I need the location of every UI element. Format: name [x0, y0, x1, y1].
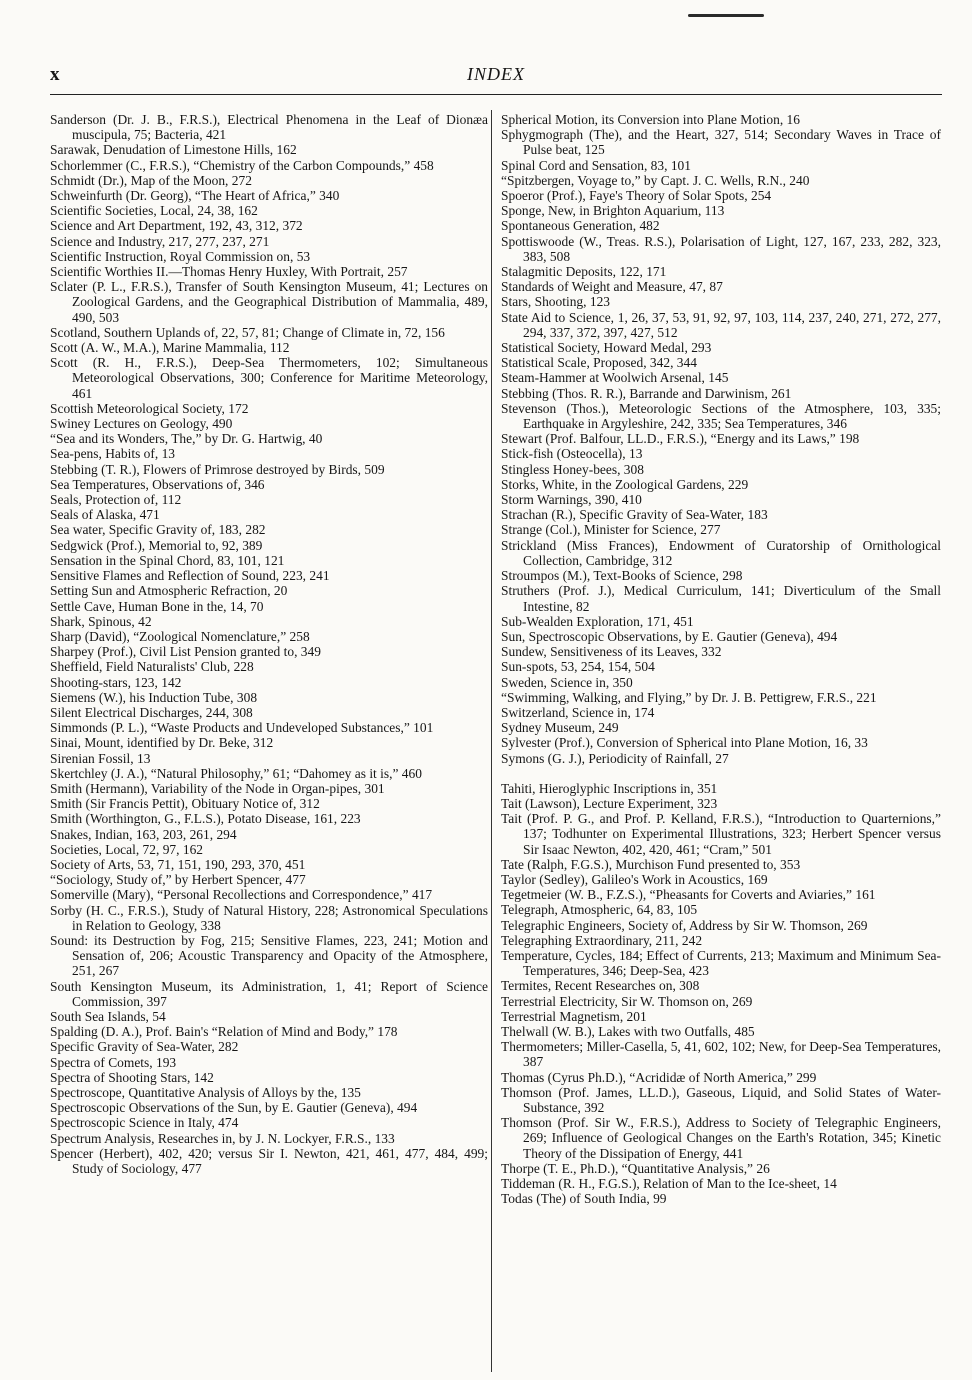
index-entry: Spottiswoode (W., Treas. R.S.), Polarisation of Light, 127, 167, 233, 282, 323, 383, 508 [501, 233, 941, 264]
index-entry: Sinai, Mount, identified by Dr. Beke, 312 [50, 735, 274, 751]
index-entry: Stalagmitic Deposits, 122, 171 [501, 264, 667, 280]
index-entry: South Sea Islands, 54 [50, 1008, 166, 1024]
index-entry: Sun-spots, 53, 254, 154, 504 [501, 659, 655, 675]
index-entry: Todas (The) of South India, 99 [501, 1191, 667, 1207]
index-entry: Termites, Recent Researches on, 308 [501, 978, 700, 994]
index-entry: Steam-Hammer at Woolwich Arsenal, 145 [501, 370, 729, 386]
index-group-t [501, 781, 941, 1207]
index-entry: Strickland (Miss Frances), Endowment of Curatorship of Ornithological Collection, Cambridge, 312 [501, 537, 941, 568]
index-group-s [501, 112, 941, 766]
index-entry: Stingless Honey-bees, 308 [501, 461, 644, 477]
page-top-mark [688, 14, 764, 17]
index-entry: “Spitzbergen, Voyage to,” by Capt. J. C. Wells, R.N., 240 [501, 172, 810, 188]
index-entry: Sensitive Flames and Reflection of Sound, 223, 241 [50, 568, 330, 584]
index-entry: Sundew, Sensitiveness of its Leaves, 332 [501, 644, 722, 660]
index-entry: Tait (Lawson), Lecture Experiment, 323 [501, 795, 718, 811]
index-entry: Smith (Worthington, G., F.L.S.), Potato Disease, 161, 223 [50, 811, 361, 827]
index-entry: Sun, Spectroscopic Observations, by E. Gautier (Geneva), 494 [501, 628, 838, 644]
index-entry: Stebbing (T. R.), Flowers of Primrose destroyed by Birds, 509 [50, 461, 385, 477]
index-entry: Thelwall (W. B.), Lakes with two Outfalls, 485 [501, 1023, 755, 1039]
index-entry: Tate (Ralph, F.G.S.), Murchison Fund presented to, 353 [501, 856, 801, 872]
index-entry: Temperature, Cycles, 184; Effect of Currents, 213; Maximum and Minimum Sea-Temperatures, 346; Deep-Sea, 423 [501, 947, 941, 979]
index-entry: Thomson (Prof. James, LL.D.), Gaseous, Liquid, and Solid States of Water-Substance, 392 [501, 1084, 941, 1115]
index-entry: Silent Electrical Discharges, 244, 308 [50, 704, 253, 720]
index-entry: Stebbing (Thos. R. R.), Barrande and Darwinism, 261 [501, 385, 792, 401]
index-entry: Struthers (Prof. J.), Medical Curriculum, 141; Diverticulum of the Small Intestine, 82 [501, 583, 941, 614]
running-title: INDEX [467, 64, 525, 84]
index-entry: Taylor (Sedley), Galileo's Work in Acoustics, 169 [501, 871, 768, 887]
index-entry: Telegraphic Engineers, Society of, Address by Sir W. Thomson, 269 [501, 917, 868, 933]
index-entry: Spencer (Herbert), 402, 420; versus Sir I. Newton, 421, 461, 477, 484, 499; Study of Sociology, 477 [50, 1145, 488, 1177]
index-entry: Symons (G. J.), Periodicity of Rainfall, 27 [501, 750, 729, 766]
index-entry: Spectroscope, Quantitative Analysis of Alloys by the, 135 [50, 1085, 361, 1100]
index-entry: Smith (Hermann), Variability of the Node in Organ-pipes, 301 [50, 780, 385, 796]
index-entry: Spectroscopic Science in Italy, 474 [50, 1115, 239, 1131]
index-entry: Sub-Wealden Exploration, 171, 451 [501, 613, 694, 629]
index-entry: “Swimming, Walking, and Flying,” by Dr. J. B. Pettigrew, F.R.S., 221 [501, 689, 877, 705]
index-entry: Terrestrial Electricity, Sir W. Thomson on, 269 [501, 993, 753, 1009]
index-entry: Strange (Col.), Minister for Science, 277 [501, 522, 721, 538]
index-entry: Sharpey (Prof.), Civil List Pension granted to, 349 [50, 644, 321, 660]
column-divider [491, 110, 492, 1372]
index-entry: Switzerland, Science in, 174 [501, 704, 655, 720]
index-entry: Spinal Cord and Sensation, 83, 101 [501, 157, 691, 173]
index-entry: Science and Industry, 217, 277, 237, 271 [50, 233, 270, 249]
index-entry: Tait (Prof. P. G., and Prof. P. Kelland, F.R.S.), “Introduction to Quarternions,” 137; Todhunter on Experimental Illustrations, 323; Herbert Spencer versus Sir Isaac Newton, 402, 420, 461; “Cram,” 501 [501, 811, 941, 857]
index-entry: Strachan (R.), Specific Gravity of Sea-Water, 183 [501, 507, 768, 523]
header-rule [50, 94, 942, 95]
index-entry: Telegraphing Extraordinary, 211, 242 [501, 932, 703, 948]
index-entry: Scientific Worthies II.—Thomas Henry Huxley, With Portrait, 257 [50, 264, 408, 280]
index-entry: Terrestrial Magnetism, 201 [501, 1008, 647, 1024]
index-entry: Tahiti, Hieroglyphic Inscriptions in, 351 [501, 780, 718, 796]
index-entry: Shark, Spinous, 42 [50, 613, 152, 629]
page-header [50, 64, 942, 88]
index-entry: Sorby (H. C., F.R.S.), Study of Natural History, 228; Astronomical Speculations in Relation to Geology, 338 [50, 902, 488, 933]
letter-gap [501, 766, 941, 781]
index-entry: Spherical Motion, its Conversion into Plane Motion, 16 [501, 112, 800, 127]
index-entry: “Sea and its Wonders, The,” by Dr. G. Hartwig, 40 [50, 431, 323, 447]
index-entry: Statistical Scale, Proposed, 342, 344 [501, 355, 697, 371]
index-entry: Scott (A. W., M.A.), Marine Mammalia, 112 [50, 340, 290, 356]
index-entry: Seals of Alaska, 471 [50, 507, 160, 523]
index-entry: Schmidt (Dr.), Map of the Moon, 272 [50, 172, 252, 188]
index-entry: Spontaneous Generation, 482 [501, 218, 660, 234]
index-entry: Sedgwick (Prof.), Memorial to, 92, 389 [50, 537, 263, 553]
index-entry: Sheffield, Field Naturalists' Club, 228 [50, 659, 254, 675]
index-entry: Storm Warnings, 390, 410 [501, 492, 642, 508]
index-entry: Skertchley (J. A.), “Natural Philosophy,” 61; “Dahomey as it is,” 460 [50, 765, 422, 781]
index-entry: Spectra of Shooting Stars, 142 [50, 1069, 214, 1085]
index-entry: Spectra of Comets, 193 [50, 1054, 177, 1070]
index-entry: Shooting-stars, 123, 142 [50, 674, 182, 690]
index-entry: Snakes, Indian, 163, 203, 261, 294 [50, 826, 237, 842]
index-column-right [501, 112, 941, 1206]
index-entry: Thomson (Prof. Sir W., F.R.S.), Address to Society of Telegraphic Engineers, 269; Influence of Geological Changes on the Earth's Rotation, 345; Kinetic Theory of the Dissipation of Energy, 441 [501, 1115, 941, 1161]
index-entry: Settle Cave, Human Bone in the, 14, 70 [50, 598, 264, 614]
index-entry: Spectrum Analysis, Researches in, by J. N. Lockyer, F.R.S., 133 [50, 1130, 395, 1146]
index-entry: Stevenson (Thos.), Meteorologic Sections of the Atmosphere, 103, 335; Earthquake in Argyleshire, 242, 335; Sea Temperatures, 346 [501, 400, 941, 432]
index-entry: Setting Sun and Atmospheric Refraction, 20 [50, 583, 288, 599]
index-entry: Sweden, Science in, 350 [501, 674, 633, 690]
index-entry: Specific Gravity of Sea-Water, 282 [50, 1039, 239, 1055]
index-entry: Societies, Local, 72, 97, 162 [50, 841, 204, 857]
index-entry: Sirenian Fossil, 13 [50, 750, 151, 766]
index-entry: Sound: its Destruction by Fog, 215; Sensitive Flames, 223, 241; Motion and Sensation of, 206; Acoustic Transparency and Opacity of the Atmosphere, 251, 267 [50, 932, 488, 979]
index-entry: Telegraph, Atmospheric, 64, 83, 105 [501, 902, 698, 918]
index-entry: Seals, Protection of, 112 [50, 492, 182, 508]
index-entry: Stroumpos (M.), Text-Books of Science, 298 [501, 568, 743, 584]
index-entry: Sensation in the Spinal Chord, 83, 101, 121 [50, 552, 285, 568]
page-number: x [50, 64, 60, 85]
index-entry: Thomas (Cyrus Ph.D.), “Acrididæ of North America,” 299 [501, 1069, 817, 1085]
index-entry: Sphygmograph (The), and the Heart, 327, 514; Secondary Waves in Trace of Pulse beat, 125 [501, 127, 941, 158]
index-entry: Stars, Shooting, 123 [501, 294, 611, 310]
index-entry: South Kensington Museum, its Administration, 1, 41; Report of Science Commission, 397 [50, 978, 488, 1009]
index-entry: Scientific Societies, Local, 24, 38, 162 [50, 203, 258, 219]
index-entry: Scotland, Southern Uplands of, 22, 57, 81; Change of Climate in, 72, 156 [50, 324, 445, 340]
index-entry: Sylvester (Prof.), Conversion of Spherical into Plane Motion, 16, 33 [501, 735, 868, 751]
index-entry: “Sociology, Study of,” by Herbert Spencer, 477 [50, 872, 306, 888]
index-entry: Somerville (Mary), “Personal Recollections and Correspondence,” 417 [50, 887, 433, 903]
index-entry: Tiddeman (R. H., F.G.S.), Relation of Man to the Ice-sheet, 14 [501, 1176, 837, 1192]
index-column-left [50, 112, 488, 1176]
index-entry: Thorpe (T. E., Ph.D.), “Quantitative Analysis,” 26 [501, 1160, 770, 1176]
index-entry: Society of Arts, 53, 71, 151, 190, 293, 370, 451 [50, 856, 306, 872]
index-entry: Sponge, New, in Brighton Aquarium, 113 [501, 203, 725, 219]
index-entry: Sea-pens, Habits of, 13 [50, 446, 176, 462]
index-entry: Tegetmeier (W. B., F.Z.S.), “Pheasants for Coverts and Aviaries,” 161 [501, 887, 876, 903]
index-entry: Simmonds (P. L.), “Waste Products and Undeveloped Substances,” 101 [50, 720, 434, 736]
index-entry: Science and Art Department, 192, 43, 312, 372 [50, 218, 303, 234]
index-entry: Spoeror (Prof.), Faye's Theory of Solar Spots, 254 [501, 188, 772, 204]
index-entry: Spectroscopic Observations of the Sun, by E. Gautier (Geneva), 494 [50, 1100, 418, 1116]
index-entry: Standards of Weight and Measure, 47, 87 [501, 279, 723, 295]
index-entry: Spalding (D. A.), Prof. Bain's “Relation of Mind and Body,” 178 [50, 1024, 398, 1040]
index-entry: Sanderson (Dr. J. B., F.R.S.), Electrical Phenomena in the Leaf of Dionæa muscipula, 75; Bacteria, 421 [50, 112, 488, 143]
index-entry: Schweinfurth (Dr. Georg), “The Heart of Africa,” 340 [50, 188, 340, 204]
index-entry: Swiney Lectures on Geology, 490 [50, 416, 233, 432]
index-entry: Scott (R. H., F.R.S.), Deep-Sea Thermometers, 102; Simultaneous Meteorological Observations, 300; Conference for Maritime Meteorology, 461 [50, 355, 488, 401]
index-entry: Storks, White, in the Zoological Gardens, 229 [501, 476, 749, 492]
index-entry: State Aid to Science, 1, 26, 37, 53, 91, 92, 97, 103, 114, 237, 240, 271, 272, 277, 294, 337, 372, 397, 427, 512 [501, 309, 941, 340]
index-entry: Stewart (Prof. Balfour, LL.D., F.R.S.), “Energy and its Laws,” 198 [501, 431, 860, 447]
index-entry: Thermometers; Miller-Casella, 5, 41, 602, 102; New, for Deep-Sea Temperatures, 387 [501, 1039, 941, 1070]
index-entry: Sharp (David), “Zoological Nomenclature,” 258 [50, 628, 310, 644]
index-entry: Sea water, Specific Gravity of, 183, 282 [50, 522, 266, 538]
index-entry: Stick-fish (Osteocella), 13 [501, 446, 643, 462]
index-entry: Siemens (W.), his Induction Tube, 308 [50, 689, 258, 705]
index-entry: Scottish Meteorological Society, 172 [50, 400, 249, 416]
index-entry: Scientific Instruction, Royal Commission on, 53 [50, 248, 311, 264]
index-entry: Schorlemmer (C., F.R.S.), “Chemistry of the Carbon Compounds,” 458 [50, 157, 434, 173]
index-entry: Statistical Society, Howard Medal, 293 [501, 340, 712, 356]
index-entry: Sarawak, Denudation of Limestone Hills, 162 [50, 142, 297, 158]
index-entry: Sydney Museum, 249 [501, 720, 619, 736]
index-entry: Smith (Sir Francis Pettit), Obituary Notice of, 312 [50, 796, 320, 812]
index-entry: Sclater (P. L., F.R.S.), Transfer of South Kensington Museum, 41; Lectures on Zoological Gardens, and the Geographical Distribution of Mammalia, 489, 490, 503 [50, 279, 488, 325]
index-entry: Sea Temperatures, Observations of, 346 [50, 476, 265, 492]
